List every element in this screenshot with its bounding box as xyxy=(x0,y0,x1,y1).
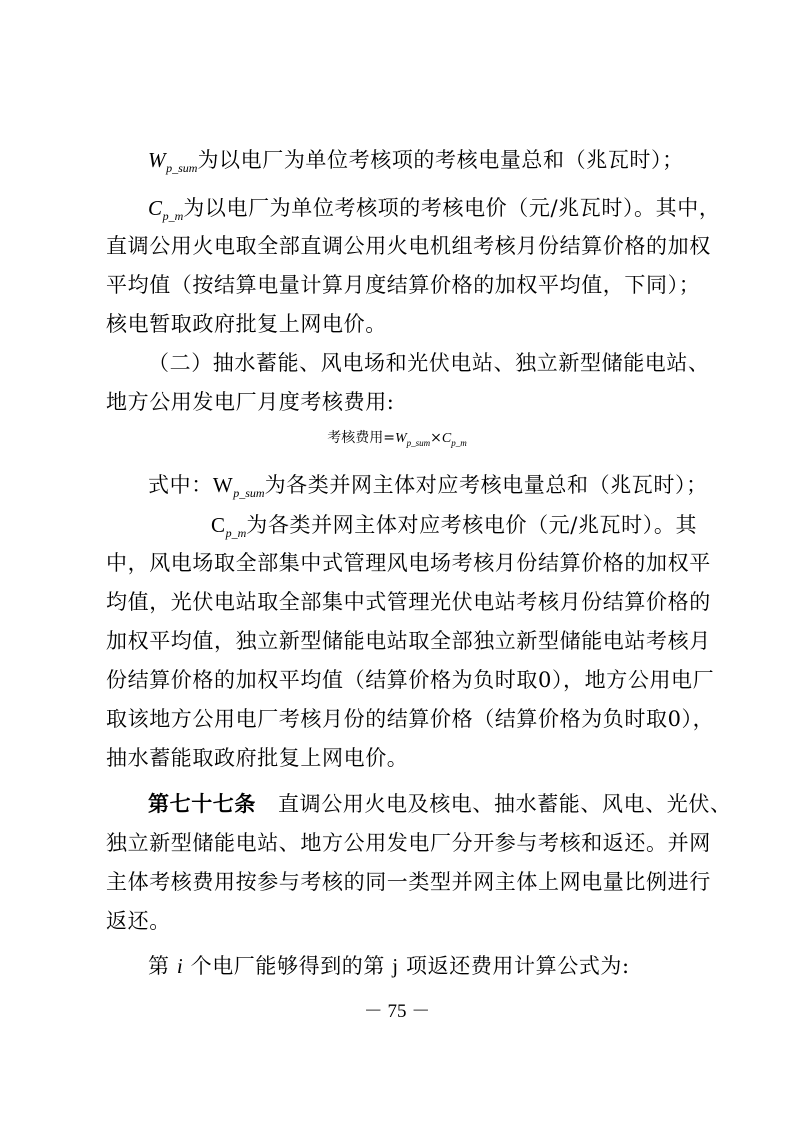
symbol-i: i xyxy=(176,954,184,978)
formula-c-subscript: p_m xyxy=(451,438,467,448)
paragraph-line-11: 中，风电场取全部集中式管理风电场考核月份结算价格的加权平 xyxy=(106,551,711,575)
paragraph-line-20: 返还。 xyxy=(106,909,171,933)
symbol-c: C xyxy=(148,196,163,220)
article-77-line xyxy=(148,791,732,817)
symbol-subscript: p_m xyxy=(225,526,247,540)
paragraph-line-21 xyxy=(148,953,696,979)
line-text: 为各类并网主体对应考核电量总和（兆瓦时）； xyxy=(264,473,708,497)
paragraph-line-19: 主体考核费用按参与考核的同一类型并网主体上网电量比例进行 xyxy=(106,870,711,894)
formula-times: × xyxy=(430,430,442,446)
paragraph-line-13: 加权平均值，独立新型储能电站取全部独立新型储能电站考核月 xyxy=(106,629,711,653)
symbol-w: W xyxy=(212,473,234,497)
symbol-subscript: p_sum xyxy=(166,161,198,175)
paragraph-line-16: 抽水蓄能取政府批复上网电价。 xyxy=(106,746,409,770)
paragraph-line-9 xyxy=(148,472,708,506)
line-text: 项返还费用计算公式为: xyxy=(406,954,630,978)
line-text: 直调公用火电及核电、抽水蓄能、风电、光伏、 xyxy=(278,792,732,816)
paragraph-line-15: 取该地方公用电厂考核月份的结算价格（结算价格为负时取0）， xyxy=(106,707,715,731)
symbol-j: j xyxy=(392,954,399,978)
fee-formula xyxy=(0,428,794,453)
line-text: 第 xyxy=(148,954,170,978)
formula-label: 考核费用 xyxy=(327,430,384,446)
line-prefix: 式中： xyxy=(148,473,213,497)
symbol-subscript: p_m xyxy=(162,209,184,223)
symbol-c: C xyxy=(211,513,226,537)
symbol-subscript: p_sum xyxy=(233,486,265,500)
line-text: 为以电厂为单位考核项的考核电价（元/兆瓦时）。其中， xyxy=(183,196,721,220)
formula-w: W xyxy=(394,431,407,446)
paragraph-line-14: 份结算价格的加权平均值（结算价格为负时取0），地方公用电厂 xyxy=(106,668,715,692)
paragraph-line-1 xyxy=(148,147,696,181)
paragraph-line-10 xyxy=(211,512,696,546)
symbol-w: W xyxy=(148,148,167,172)
article-number: 第七十七条 xyxy=(148,791,256,816)
paragraph-line-5: 核电暂取政府批复上网电价。 xyxy=(106,312,387,336)
paragraph-line-3: 直调公用火电取全部直调公用火电机组考核月份结算价格的加权 xyxy=(106,234,711,258)
paragraph-line-18: 独立新型储能电站、地方公用发电厂分开参与考核和返还。并网 xyxy=(106,831,711,855)
paragraph-line-6: （二）抽水蓄能、风电场和光伏电站、独立新型储能电站、 xyxy=(148,351,710,375)
paragraph-line-2 xyxy=(148,195,721,229)
paragraph-line-4: 平均值（按结算电量计算月度结算价格的加权平均值，下同）； xyxy=(106,273,701,297)
line-text: 为以电厂为单位考核项的考核电量总和（兆瓦时）； xyxy=(197,148,684,172)
formula-equals: = xyxy=(383,430,395,446)
paragraph-line-7: 地方公用发电厂月度考核费用: xyxy=(106,390,395,414)
formula-w-subscript: p_sum xyxy=(406,438,431,448)
line-text: 个电厂能够得到的第 xyxy=(190,954,386,978)
paragraph-line-12: 均值，光伏电站取全部集中式管理光伏电站考核月份结算价格的 xyxy=(106,590,711,614)
page-number: － 75 － xyxy=(363,1001,431,1022)
line-text: 为各类并网主体对应考核电价（元/兆瓦时）。其 xyxy=(246,513,698,537)
formula-c: C xyxy=(441,431,452,446)
